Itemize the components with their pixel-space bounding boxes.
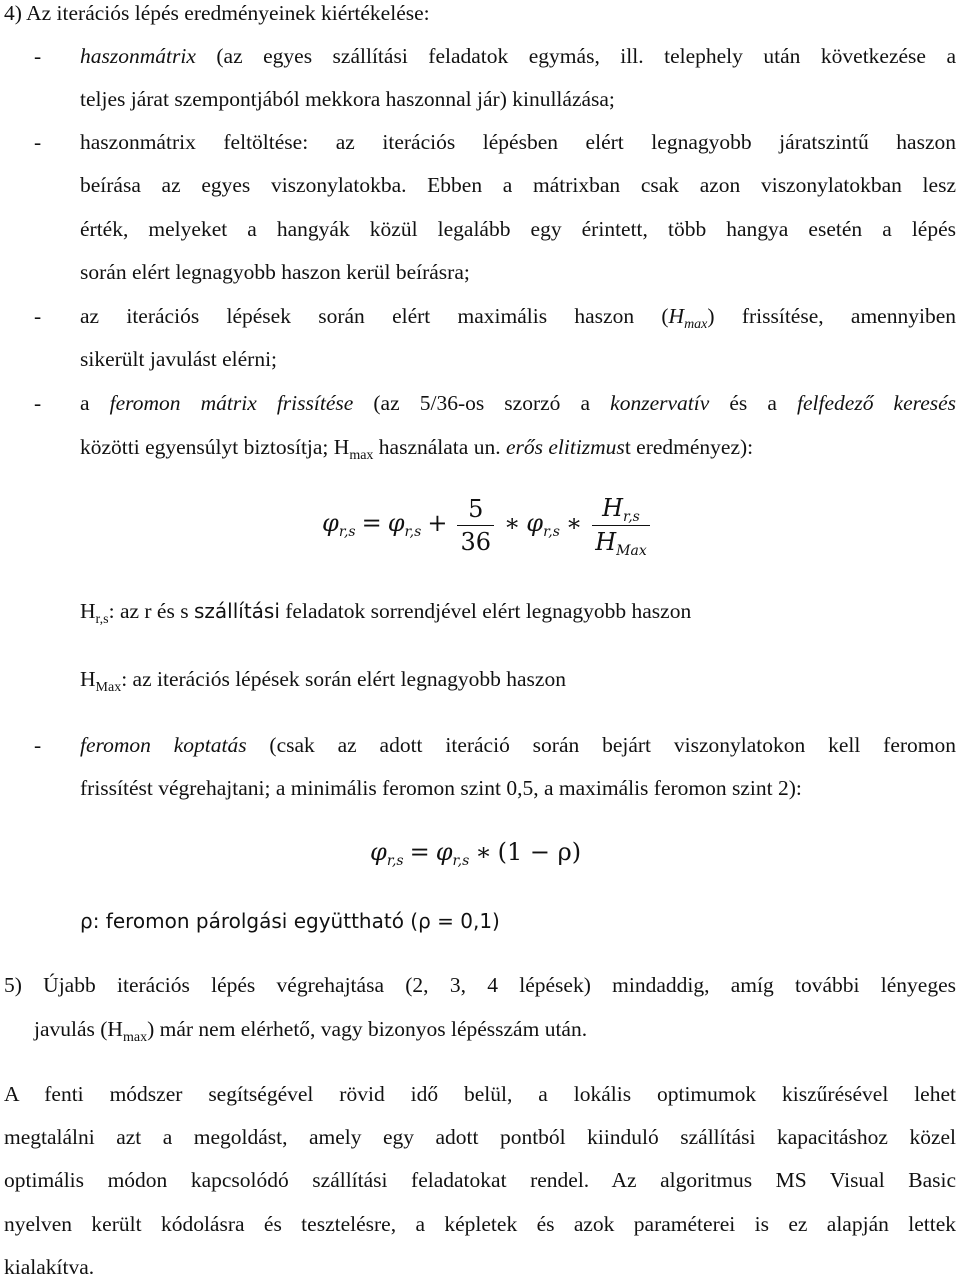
item-3-line-2: sikerült javulást elérni;	[80, 347, 278, 371]
list-dash: -	[34, 44, 42, 68]
item-4-line-2: közötti egyensúlyt biztosítja; $H_{max}$ használata un. erős elitizmust eredményez):	[80, 435, 754, 463]
section-5-line-1: 5) Újabb iterációs lépés végrehajtása (2, 3, 4 lépések) mindaddig, amíg további lényeges	[4, 973, 956, 997]
closing-line-4: nyelven került kódolásra és tesztelésre, a képletek és azok paraméterei is ez alapján lettek	[4, 1212, 956, 1236]
list-dash: -	[34, 733, 42, 757]
closing-line-2: megtalálni azt a megoldást, amely egy adott pontból kiinduló szállítási kapacitáshoz közel	[4, 1125, 956, 1149]
closing-line-1: A fenti módszer segítségével rövid idő belül, a lokális optimumok kiszűrésével lehet	[4, 1082, 956, 1106]
equation-pheromone-evaporation: $\varphi_{r,s} = \varphi_{r,s}$ ∗ (1 − ρ)	[370, 838, 582, 869]
section-5-line-2: javulás $(H_{max})$ már nem elérhető, vagy bizonyos lépésszám után.	[34, 1017, 588, 1045]
item-4-line-1: a feromon mátrix frissítése (az 5/36-os szorzó a konzervatív és a felfedező keresés	[80, 391, 957, 415]
list-dash: -	[34, 130, 42, 154]
section-4-heading: 4) Az iterációs lépés eredményeinek kiértékelése:	[4, 1, 430, 25]
closing-line-3: optimális módon kapcsolódó szállítási feladatokat rendel. Az algoritmus MS Visual Basic	[4, 1168, 956, 1192]
item-2-line-1: haszonmátrix feltöltése: az iterációs lépésben elért legnagyobb járatszintű haszon	[80, 130, 956, 154]
item-2-line-4: során elért legnagyobb haszon kerül beírásra;	[80, 260, 470, 284]
list-dash: -	[34, 391, 42, 415]
definition-rho: ρ: feromon párolgási együttható (ρ = 0,1)	[80, 909, 500, 933]
term-haszonmatrix: haszonmátrix	[80, 44, 196, 68]
list-dash: -	[34, 304, 42, 328]
item-3-line-1: az iterációs lépések során elért maximális haszon $(H_{max})$ frissítése, amennyiben	[80, 304, 956, 332]
definition-h-max: $H_{Max}$: az iterációs lépések során elért legnagyobb haszon	[80, 667, 566, 695]
item-5-line-1: feromon koptatás (csak az adott iteráció során bejárt viszonylatokon kell feromon	[80, 733, 956, 757]
fraction-5-36: $\frac{5}{36}$	[457, 495, 494, 556]
item-2-line-3: érték, melyeket a hangyák közül legalább egy érintett, több hangya esetén a lépés	[80, 217, 956, 241]
item-1-line-1: haszonmátrix (az egyes szállítási feladatok egymás, ill. telephely után következése a	[80, 44, 956, 68]
definition-h-rs: $H_{r,s}$: az r és s szállítási feladatok sorrendjével elért legnagyobb haszon	[80, 599, 692, 627]
fraction-h-ratio: $\frac{H_{r,s}}{H_{Max}}$	[592, 494, 650, 557]
item-5-line-2: frissítést végrehajtani; a minimális feromon szint 0,5, a maximális feromon szint 2):	[80, 776, 802, 800]
item-2-line-2: beírása az egyes viszonylatokba. Ebben a mátrixban csak azon viszonylatokban lesz	[80, 173, 956, 197]
item-1-line-2: teljes járat szempontjából mekkora haszonnal jár) kinullázása;	[80, 87, 615, 111]
closing-line-5: kialakítva.	[4, 1255, 95, 1279]
equation-pheromone-update: $\varphi_{r,s} = \varphi_{r,s}$ + $\frac{5}{36}$ ∗ $\varphi_{r,s}$ ∗ $\frac{H_{r,s}}{H_{Max}}$	[322, 494, 654, 557]
